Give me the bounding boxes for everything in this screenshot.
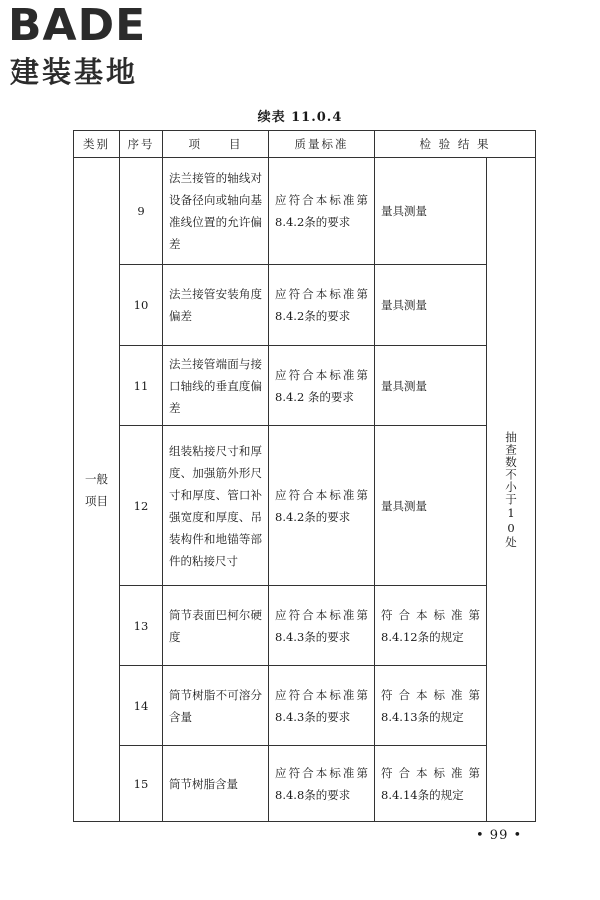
row-number: 15 xyxy=(120,746,163,822)
row-number: 14 xyxy=(120,666,163,746)
row-standard: 应符合本标准第8.4.2条的要求 xyxy=(269,426,375,586)
row-number: 10 xyxy=(120,265,163,346)
header-row xyxy=(74,131,536,158)
sampling-note-cell xyxy=(487,158,536,822)
column-header-number: 序号 xyxy=(120,131,163,158)
sampling-note: 抽查数不小于10处 xyxy=(504,430,518,549)
table-title: 续表 11.0.4 xyxy=(257,110,343,125)
row-result: 量具测量 xyxy=(375,346,487,426)
logo-subtitle: 建装基地 xyxy=(10,55,139,89)
table-row xyxy=(74,586,536,666)
column-header-item: 项 目 xyxy=(163,131,269,158)
page-number: • 99 • xyxy=(476,828,523,843)
row-item: 筒节树脂不可溶分含量 xyxy=(163,666,269,746)
row-item: 筒节树脂含量 xyxy=(163,746,269,822)
row-standard: 应符合本标准第8.4.2条的要求 xyxy=(269,158,375,265)
column-header-standard: 质量标准 xyxy=(269,131,375,158)
table-row xyxy=(74,265,536,346)
inspection-table xyxy=(73,130,536,822)
logo-wordmark: BADE xyxy=(8,0,147,51)
row-result: 量具测量 xyxy=(375,426,487,586)
table-row xyxy=(74,426,536,586)
category-cell xyxy=(74,158,120,822)
row-number: 11 xyxy=(120,346,163,426)
row-result: 符合本标准第8.4.13条的规定 xyxy=(375,666,487,746)
row-standard: 应符合本标准第8.4.8条的要求 xyxy=(269,746,375,822)
column-header-category: 类别 xyxy=(74,131,120,158)
row-item: 法兰接管的轴线对设备径向或轴向基准线位置的允许偏差 xyxy=(163,158,269,265)
row-number: 12 xyxy=(120,426,163,586)
row-item: 筒节表面巴柯尔硬度 xyxy=(163,586,269,666)
table-row xyxy=(74,746,536,822)
column-header-result: 检 验 结 果 xyxy=(375,131,536,158)
row-item: 组装粘接尺寸和厚度、加强筋外形尺寸和厚度、管口补强宽度和厚度、吊装构件和地锚等部件的粘接尺寸 xyxy=(163,426,269,586)
row-item: 法兰接管安装角度偏差 xyxy=(163,265,269,346)
row-result: 符合本标准第8.4.14条的规定 xyxy=(375,746,487,822)
row-standard: 应符合本标准第8.4.2条的要求 xyxy=(269,265,375,346)
logo xyxy=(8,0,178,90)
row-number: 13 xyxy=(120,586,163,666)
table-row xyxy=(74,346,536,426)
row-result: 量具测量 xyxy=(375,265,487,346)
row-result: 量具测量 xyxy=(375,158,487,265)
row-number: 9 xyxy=(120,158,163,265)
row-standard: 应符合本标准第8.4.3条的要求 xyxy=(269,666,375,746)
row-standard: 应符合本标准第 8.4.2 条的要求 xyxy=(269,346,375,426)
table-row xyxy=(74,158,536,265)
category-label: 一般项目 xyxy=(85,471,108,508)
row-result: 符合本标准第8.4.12条的规定 xyxy=(375,586,487,666)
table-row xyxy=(74,666,536,746)
row-standard: 应符合本标准第8.4.3条的要求 xyxy=(269,586,375,666)
row-item: 法兰接管端面与接口轴线的垂直度偏差 xyxy=(163,346,269,426)
